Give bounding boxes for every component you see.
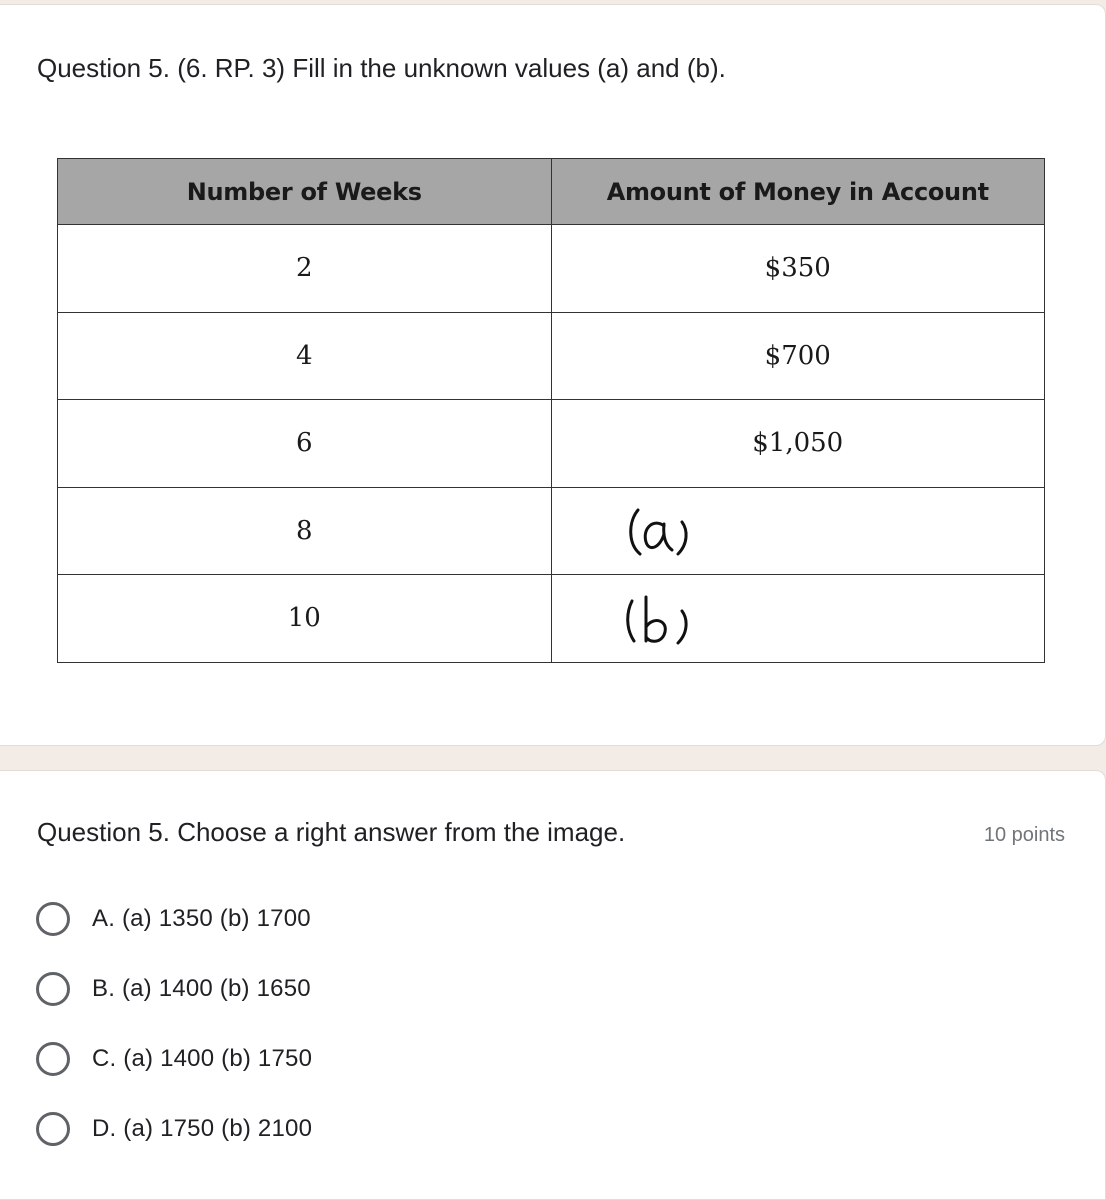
option-b[interactable] bbox=[36, 971, 311, 1007]
table-row bbox=[58, 225, 1045, 313]
data-table bbox=[57, 158, 1045, 663]
table-row bbox=[58, 575, 1045, 663]
question-title: Question 5. (6. RP. 3) Fill in the unknown values (a) and (b). bbox=[37, 53, 726, 83]
table-row bbox=[58, 400, 1045, 488]
points-label: 10 points bbox=[983, 824, 1065, 846]
column-header-amount: Amount of Money in Account bbox=[551, 159, 1045, 225]
option-label: D. (a) 1750 (b) 2100 bbox=[92, 1115, 313, 1142]
question-title: Question 5. Choose a right answer from the image. bbox=[37, 817, 626, 847]
weeks-cell: 8 bbox=[58, 487, 552, 575]
image-question-card bbox=[0, 4, 1106, 746]
option-a[interactable] bbox=[36, 901, 311, 937]
amount-cell: $700 bbox=[551, 312, 1045, 400]
handwritten-a-cell bbox=[551, 487, 1045, 575]
table-row bbox=[58, 487, 1045, 575]
amount-cell: $350 bbox=[551, 225, 1045, 313]
table-header-row bbox=[58, 159, 1045, 225]
radio-button[interactable] bbox=[36, 902, 70, 936]
option-d[interactable] bbox=[36, 1111, 312, 1147]
radio-button[interactable] bbox=[36, 1112, 70, 1146]
handwritten-b-mark bbox=[624, 587, 704, 651]
handwritten-b-cell bbox=[551, 575, 1045, 663]
option-label: A. (a) 1350 (b) 1700 bbox=[92, 905, 311, 932]
radio-button[interactable] bbox=[36, 972, 70, 1006]
weeks-cell: 6 bbox=[58, 400, 552, 488]
weeks-cell: 2 bbox=[58, 225, 552, 313]
choice-question-card bbox=[0, 770, 1106, 1200]
radio-button[interactable] bbox=[36, 1042, 70, 1076]
option-c[interactable] bbox=[36, 1041, 312, 1077]
handwritten-a-mark bbox=[624, 500, 704, 564]
option-label: B. (a) 1400 (b) 1650 bbox=[92, 975, 311, 1002]
column-header-weeks: Number of Weeks bbox=[58, 159, 552, 225]
weeks-cell: 4 bbox=[58, 312, 552, 400]
weeks-cell: 10 bbox=[58, 575, 552, 663]
amount-cell: $1,050 bbox=[551, 400, 1045, 488]
table-row bbox=[58, 312, 1045, 400]
option-label: C. (a) 1400 (b) 1750 bbox=[92, 1045, 313, 1072]
